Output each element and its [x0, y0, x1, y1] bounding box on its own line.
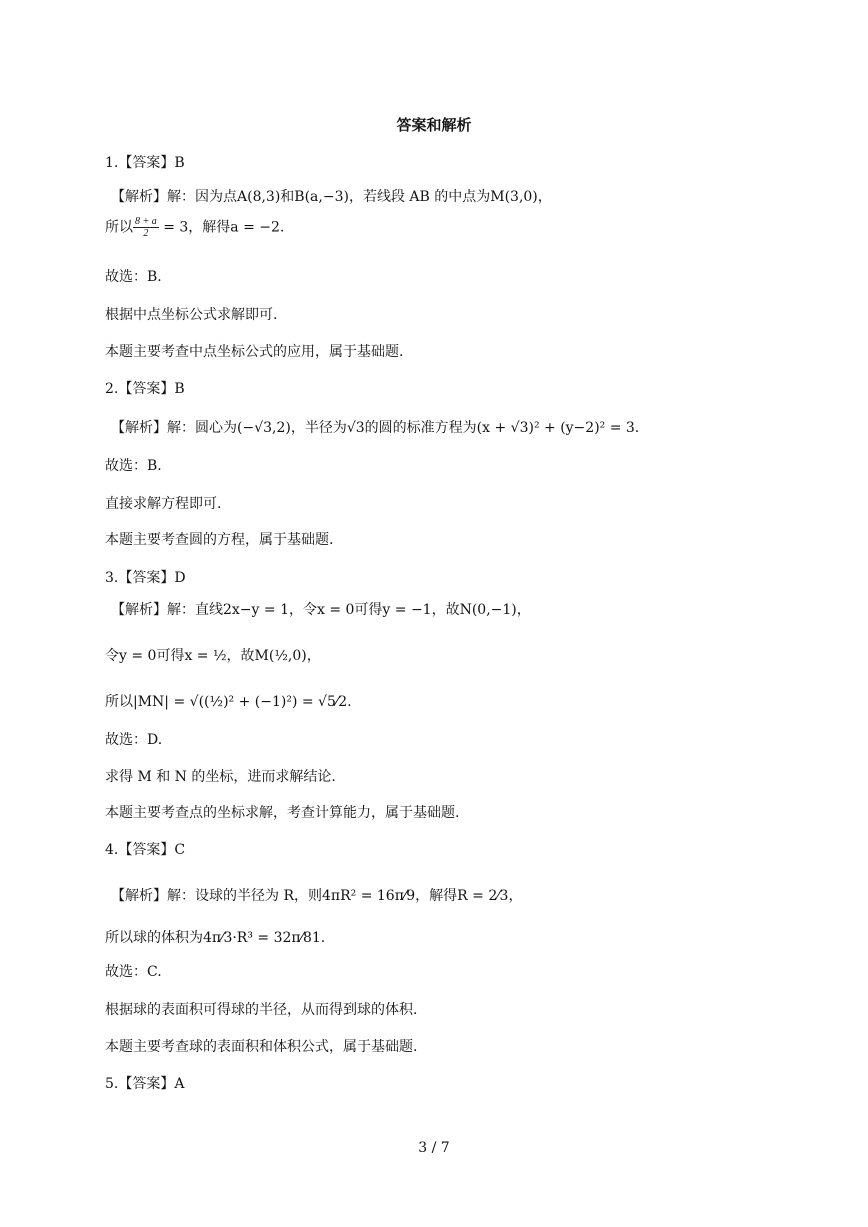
- solution-2-line-1: 【解析】解：圆心为(−√3,2)，半径为√3的圆的标准方程为(x + √3)² + (y−2)² = 3.: [111, 420, 640, 436]
- solution-1-line-4: 根据中点坐标公式求解即可.: [105, 307, 278, 323]
- solution-3-line-6: 本题主要考查点的坐标求解，考查计算能力，属于基础题.: [105, 805, 460, 821]
- solution-1-line-2: [105, 216, 284, 239]
- answer-2: 2.【答案】B: [105, 381, 185, 397]
- answer-4: 4.【答案】C: [105, 842, 186, 858]
- solution-3-line-5: 求得 M 和 N 的坐标，进而求解结论.: [105, 769, 336, 785]
- solution-2-line-4: 本题主要考查圆的方程，属于基础题.: [105, 532, 334, 548]
- solution-1-line-2-suffix: = 3，解得a = −2.: [158, 219, 285, 236]
- solution-4-line-1: 【解析】解：设球的半径为 R，则4πR² = 16π⁄9，解得R = 2⁄3，: [111, 888, 523, 904]
- solution-4-line-3: 故选：C.: [105, 964, 162, 980]
- fraction-denominator: 2: [143, 228, 149, 239]
- solution-3-line-2: 令y = 0可得x = ½，故M(½,0)，: [105, 648, 321, 664]
- page-number: 3 / 7: [418, 1140, 450, 1156]
- solution-3-line-3: 所以|MN| = √((½)² + (−1)²) = √5⁄2.: [105, 694, 352, 710]
- solution-3-line-4: 故选：D.: [105, 732, 163, 748]
- solution-4-line-4: 根据球的表面积可得球的半径，从而得到球的体积.: [105, 1002, 418, 1018]
- solution-2-line-2: 故选：B.: [105, 458, 162, 474]
- solution-3-line-1: 【解析】解：直线2x−y = 1，令x = 0可得y = −1，故N(0,−1)，: [111, 602, 531, 618]
- solution-1-line-5: 本题主要考查中点坐标公式的应用，属于基础题.: [105, 344, 404, 360]
- page-title: 答案和解析: [396, 116, 472, 134]
- solution-1-line-1: 【解析】解：因为点A(8,3)和B(a,−3)，若线段 AB 的中点为M(3,0)，: [111, 189, 552, 205]
- fraction: [133, 216, 159, 239]
- answer-5: 5.【答案】A: [105, 1076, 185, 1092]
- solution-1-line-3: 故选：B.: [105, 269, 162, 285]
- answer-1: 1.【答案】B: [105, 155, 185, 171]
- fraction-numerator: 8 + a: [135, 216, 157, 227]
- solution-4-line-2: 所以球的体积为4π⁄3·R³ = 32π⁄81.: [105, 930, 326, 946]
- solution-2-line-3: 直接求解方程即可.: [105, 496, 222, 512]
- solution-4-line-5: 本题主要考查球的表面积和体积公式，属于基础题.: [105, 1039, 418, 1055]
- answer-3: 3.【答案】D: [105, 570, 186, 586]
- solution-1-line-2-prefix: 所以: [105, 219, 133, 236]
